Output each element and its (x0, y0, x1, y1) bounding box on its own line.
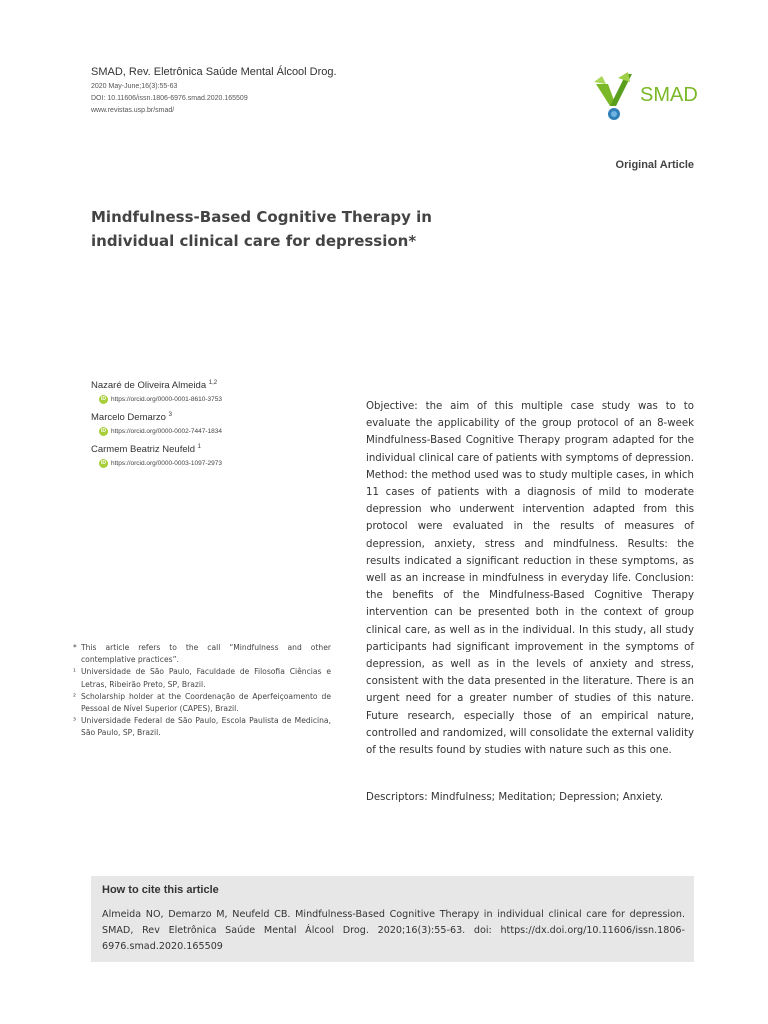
author-affiliation: 1,2 (208, 380, 218, 386)
article-type-label: Original Article (615, 159, 694, 171)
author-name-text: Carmem Beatriz Neufeld (91, 444, 196, 456)
orcid-row (99, 458, 222, 469)
citation-text: Almeida NO, Demarzo M, Neufeld CB. Mindfulness-Based Cognitive Therapy in individual clinical care for depression. SMAD, Rev Eletrônica Saúde Mental Álcool Drog. 2020;16(3):55-63. doi: https://dx.doi.org/10.11606/issn.1806-6976.smad.2020.165509 (102, 909, 685, 952)
citation-heading: How to cite this article (102, 884, 219, 896)
footnote-mark: ¹ (73, 667, 77, 677)
author-name (91, 409, 222, 424)
footnote-text: Universidade de São Paulo, Faculdade de Filosofia Ciências e Letras, Ribeirão Preto, SP, Brazil. (81, 667, 331, 689)
footnote-mark: ² (73, 691, 77, 701)
author-list (91, 377, 222, 473)
author-affiliation: 3 (168, 412, 172, 419)
footnote-mark: * (73, 643, 77, 652)
article-title: Mindfulness-Based Cognitive Therapy in individual clinical care for depression* (91, 208, 432, 250)
footnote-text: Scholarship holder at the Coordenação de Aperfeiçoamento de Pessoal de Nível Superior (CAPES), Brazil. (81, 691, 331, 714)
descriptors: Descriptors: Mindfulness; Meditation; Depression; Anxiety. (366, 792, 664, 803)
author-name-text: Marcelo Demarzo (91, 412, 166, 424)
website-link[interactable]: www.revistas.usp.br/smad/ (91, 107, 175, 114)
footnote-mark: ³ (73, 716, 77, 726)
footnote-item (73, 715, 331, 739)
author-name (91, 441, 222, 456)
issue-info: 2020 May-June;16(3):55-63 (91, 83, 178, 90)
author-name (91, 377, 222, 392)
footnote-text: Universidade Federal de São Paulo, Escola Paulista de Medicina, São Paulo, SP, Brazil. (81, 716, 331, 738)
smad-logo-icon (588, 70, 640, 124)
journal-logo (588, 70, 698, 124)
orcid-row (99, 394, 222, 405)
abstract-text: Objective: the aim of this multiple case study was to to evaluate the applicability of the group protocol of an 8-week Mindfulness-Based Cognitive Therapy program adapted for the individual clinical care of patients with symptoms of depression. Method: the method used was to study multiple cases, in which 11 cases of patients with a diagnosis of mild to moderate depression who underwent intervention adapted from this protocol were evaluated in the results of measures of depression, anxiety, stress and mindfulness. Results: the results indicated a significant reduction in these symptoms, as well as an increase in mindfulness in everyday life. Conclusion: the benefits of the Mindfulness-Based Cognitive Therapy intervention can be presented both in the context of group clinical care, as well as in the individual. In this study, all study participants had significant improvement in the symptoms of depression, as well as in the levels of anxiety and stress, consistent with the data presented in the literature. There is an urgent need for a greater number of studies of this nature. Future research, especially those of an empirical nature, controlled and randomized, will consolidate the external validity of the results found by studies with nature such as this one. (366, 401, 694, 757)
footnote-item (73, 642, 331, 666)
logo-text: SMAD (640, 84, 698, 106)
journal-title: SMAD, Rev. Eletrônica Saúde Mental Álcool Drog. (91, 66, 337, 78)
author-affiliation: 1 (197, 444, 201, 451)
footnote-item (73, 666, 331, 690)
orcid-row (99, 426, 222, 437)
orcid-icon: iD (101, 460, 106, 467)
footnote-item (73, 691, 331, 715)
author-name-text: Nazaré de Oliveira Almeida (91, 380, 207, 392)
orcid-icon: iD (101, 396, 106, 403)
footnote-text: This article refers to the call “Mindfulness and other contemplative practices”. (81, 643, 331, 665)
doi-link[interactable]: DOI: 10.11606/issn.1806-6976.smad.2020.165509 (91, 95, 248, 102)
journal-header (91, 66, 337, 117)
orcid-link[interactable]: https://orcid.org/0000-0003-1097-2973 (111, 460, 222, 468)
orcid-icon: iD (101, 428, 106, 435)
footnotes (73, 642, 331, 740)
orcid-link[interactable]: https://orcid.org/0000-0001-8610-3753 (111, 396, 222, 404)
citation-box (91, 876, 694, 962)
orcid-link[interactable]: https://orcid.org/0000-0002-7447-1834 (111, 428, 222, 436)
